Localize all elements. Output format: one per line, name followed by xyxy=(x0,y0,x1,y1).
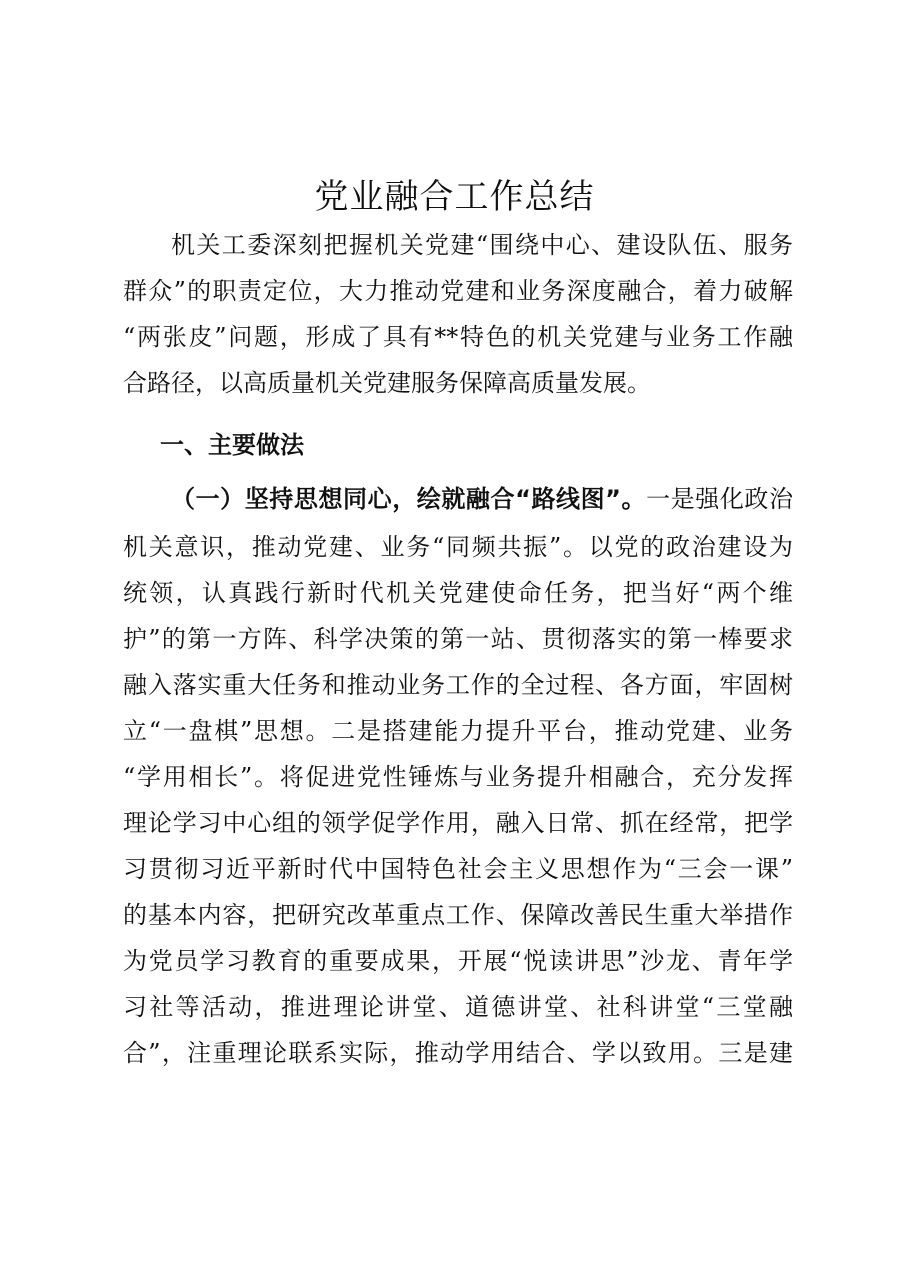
body-line: 习贯彻习近平新时代中国特色社会主义思想作为“三会一课” xyxy=(123,855,793,883)
intro-line: 机关工委深刻把握机关党建“围绕中心、建设队伍、服务 xyxy=(171,231,793,259)
body-line: 机关意识，推动党建、业务“同频共振”。以党的政治建设为 xyxy=(123,533,793,561)
body-line: 护”的第一方阵、科学决策的第一站、贯彻落实的第一棒要求 xyxy=(123,625,793,653)
body-line: 融入落实重大任务和推动业务工作的全过程、各方面，牢固树 xyxy=(123,671,793,699)
section-heading: 一、主要做法 xyxy=(160,431,304,459)
subsection-first-line xyxy=(171,482,793,516)
intro-line: “两张皮”问题，形成了具有**特色的机关党建与业务工作融 xyxy=(123,323,793,351)
document-title: 党业融合工作总结 xyxy=(314,177,595,217)
body-line: 为党员学习教育的重要成果，开展“悦读讲思”沙龙、青年学 xyxy=(123,947,793,975)
subsection-heading: （一）坚持思想同心，绘就融合“路线图”。 xyxy=(171,485,647,513)
body-line: 合”，注重理论联系实际，推动学用结合、学以致用。三是建 xyxy=(123,1039,793,1067)
body-line: 的基本内容，把研究改革重点工作、保障改善民生重大举措作 xyxy=(123,901,793,929)
body-line: “学用相长”。将促进党性锤炼与业务提升相融合，充分发挥 xyxy=(123,763,793,791)
body-line: 习社等活动，推进理论讲堂、道德讲堂、社科讲堂“三堂融 xyxy=(123,993,793,1021)
body-line: 理论学习中心组的领学促学作用，融入日常、抓在经常，把学 xyxy=(123,809,793,837)
subsection-text: 一是强化政治 xyxy=(646,485,793,513)
intro-line: 合路径，以高质量机关党建服务保障高质量发展。 xyxy=(123,369,651,397)
body-line: 统领，认真践行新时代机关党建使命任务，把当好“两个维 xyxy=(123,579,793,607)
intro-line: 群众”的职责定位，大力推动党建和业务深度融合，着力破解 xyxy=(123,277,793,305)
body-line: 立“一盘棋”思想。二是搭建能力提升平台，推动党建、业务 xyxy=(123,717,793,745)
